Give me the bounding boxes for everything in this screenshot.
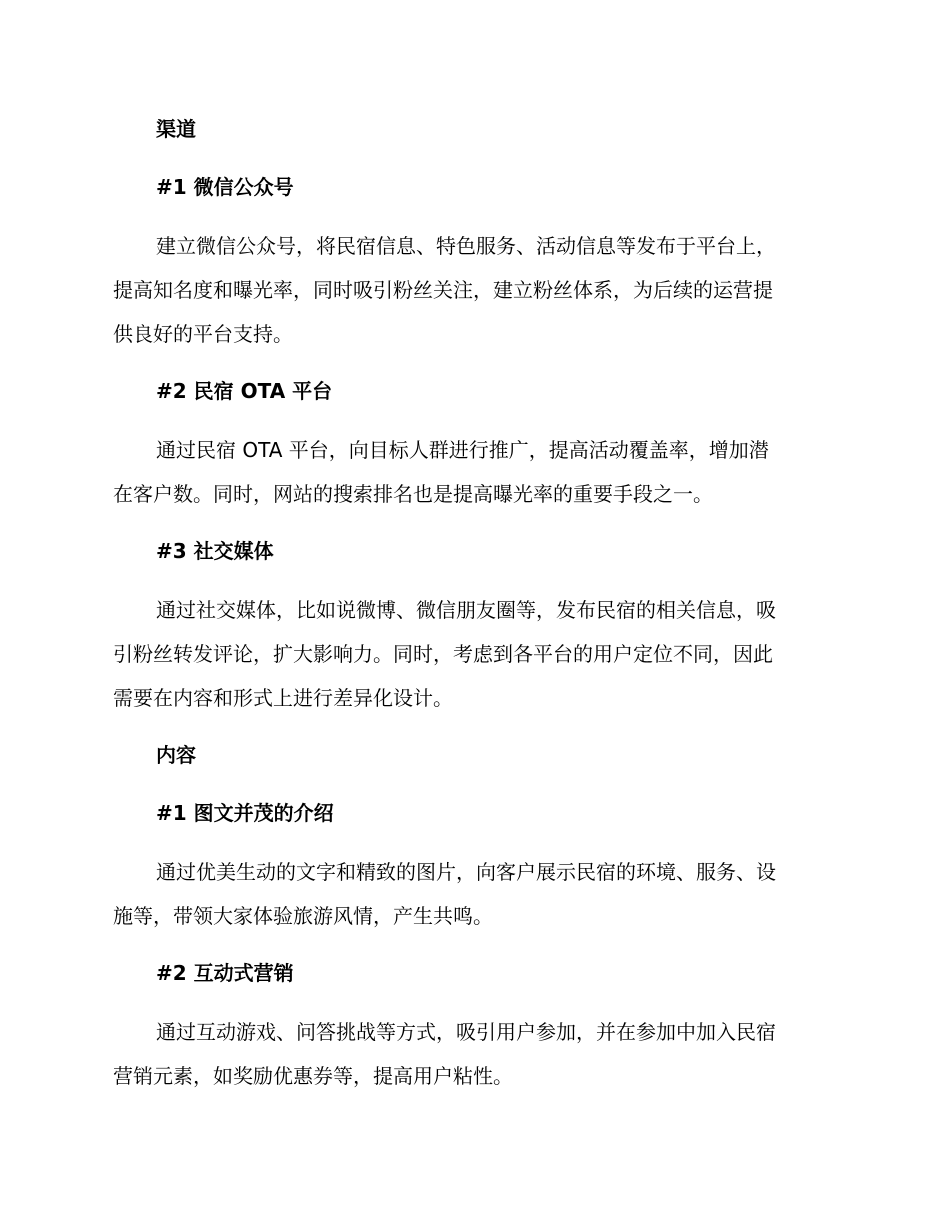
subheading-social-media: #3 社交媒体: [156, 539, 274, 563]
subheading-ota-platform: #2 民宿 OTA 平台: [156, 379, 333, 403]
subheading-illustrated-intro: #1 图文并茂的介绍: [156, 801, 334, 825]
subheading-wechat-official-account: #1 微信公众号: [156, 175, 294, 199]
subheading-interactive-marketing: #2 互动式营销: [156, 961, 294, 985]
paragraph-wechat-official-account: 建立微信公众号，将民宿信息、特色服务、活动信息等发布于平台上， 提高知名度和曝光率，同时吸引粉丝关注，建立粉丝体系，为后续的运营提 供良好的平台支持。: [113, 234, 776, 346]
section-heading-channels: 渠道: [156, 117, 196, 141]
paragraph-social-media: 通过社交媒体，比如说微博、微信朋友圈等，发布民宿的相关信息，吸 引粉丝转发评论，扩大影响力。同时，考虑到各平台的用户定位不同，因此 需要在内容和形式上进行差异化设计。: [113, 598, 776, 710]
document-body: [113, 108, 833, 1112]
section-heading-content: 内容: [156, 743, 196, 767]
paragraph-illustrated-intro: 通过优美生动的文字和精致的图片，向客户展示民宿的环境、服务、设 施等，带领大家体验旅游风情，产生共鸣。: [113, 860, 776, 928]
paragraph-ota-platform: 通过民宿 OTA 平台，向目标人群进行推广，提高活动覆盖率，增加潜 在客户数。同时，网站的搜索排名也是提高曝光率的重要手段之一。: [113, 438, 769, 506]
paragraph-interactive-marketing: 通过互动游戏、问答挑战等方式，吸引用户参加，并在参加中加入民宿 营销元素，如奖励优惠券等，提高用户粘性。: [113, 1020, 776, 1088]
